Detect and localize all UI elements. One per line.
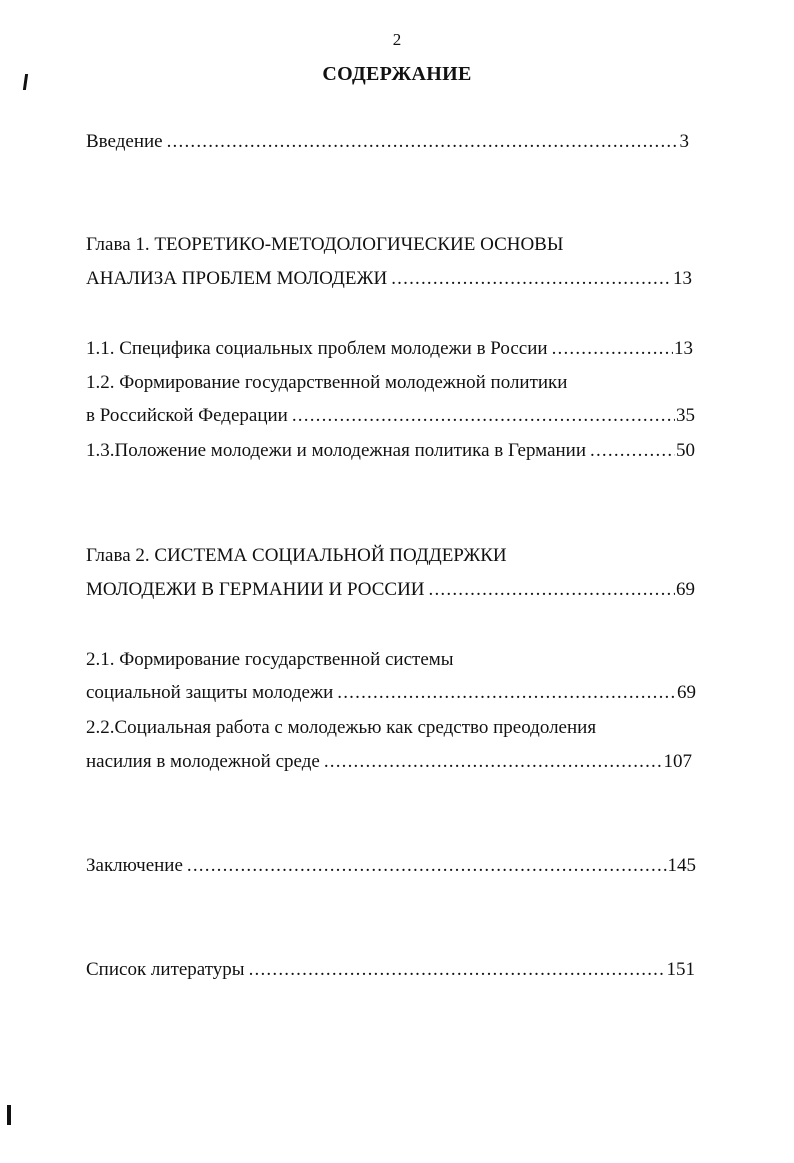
toc-page-number: 13: [674, 338, 693, 359]
toc-page-number: 69: [676, 579, 695, 600]
toc-page-number: 145: [667, 855, 696, 876]
dot-leader: [590, 440, 675, 462]
dot-leader: [324, 751, 663, 773]
toc-label: социальной защиты молодежи: [86, 682, 334, 703]
toc-section-2-1-title: 2.1. Формирование государственной системы: [86, 649, 454, 670]
toc-entry-section-1-3: [86, 440, 695, 462]
toc-entry-chapter-1: [86, 268, 692, 290]
scan-mark-bottom: [7, 1105, 11, 1125]
toc-label: в Российской Федерации: [86, 405, 288, 426]
toc-page-number: 13: [673, 268, 692, 289]
toc-label: Введение: [86, 131, 163, 152]
toc-page-number: 151: [666, 959, 695, 980]
toc-section-1-2-title: 1.2. Формирование государственной молодежной политики: [86, 372, 568, 393]
toc-page-number: 107: [663, 751, 692, 772]
toc-page-number: 50: [676, 440, 695, 461]
toc-entry-section-1-2: [86, 405, 695, 427]
toc-label: 1.3.Положение молодежи и молодежная политика в Германии: [86, 440, 587, 461]
dot-leader: [292, 405, 675, 427]
dot-leader: [552, 338, 673, 360]
toc-page-number: 69: [677, 682, 696, 703]
dot-leader: [249, 959, 666, 981]
dot-leader: [167, 131, 679, 153]
toc-entry-introduction: [86, 131, 689, 153]
toc-label: 1.1. Специфика социальных проблем молодежи в России: [86, 338, 548, 359]
toc-page-number: 35: [676, 405, 695, 426]
toc-label: насилия в молодежной среде: [86, 751, 320, 772]
toc-label: Заключение: [86, 855, 183, 876]
toc-entry-references: [86, 959, 695, 981]
toc-section-2-2-title: 2.2.Социальная работа с молодежью как средство преодоления: [86, 717, 597, 738]
dot-leader: [337, 682, 676, 704]
dot-leader: [391, 268, 672, 290]
toc-entry-conclusion: [86, 855, 696, 877]
dot-leader: [429, 579, 675, 601]
toc-entry-section-2-1: [86, 682, 696, 704]
toc-label: МОЛОДЕЖИ В ГЕРМАНИИ И РОССИИ: [86, 579, 425, 600]
toc-page-number: 3: [679, 131, 689, 152]
toc-entry-section-1-1: [86, 338, 693, 360]
toc-label: АНАЛИЗА ПРОБЛЕМ МОЛОДЕЖИ: [86, 268, 388, 289]
toc-chapter-1-title: Глава 1. ТЕОРЕТИКО-МЕТОДОЛОГИЧЕСКИЕ ОСНОВЫ: [86, 234, 564, 255]
toc-entry-chapter-2: [86, 579, 695, 601]
page-number: 2: [392, 30, 402, 49]
toc-chapter-2-title: Глава 2. СИСТЕМА СОЦИАЛЬНОЙ ПОДДЕРЖКИ: [86, 545, 507, 566]
page-title: СОДЕРЖАНИЕ: [322, 63, 472, 85]
dot-leader: [187, 855, 667, 877]
toc-label: Список литературы: [86, 959, 245, 980]
toc-entry-section-2-2: [86, 751, 692, 773]
